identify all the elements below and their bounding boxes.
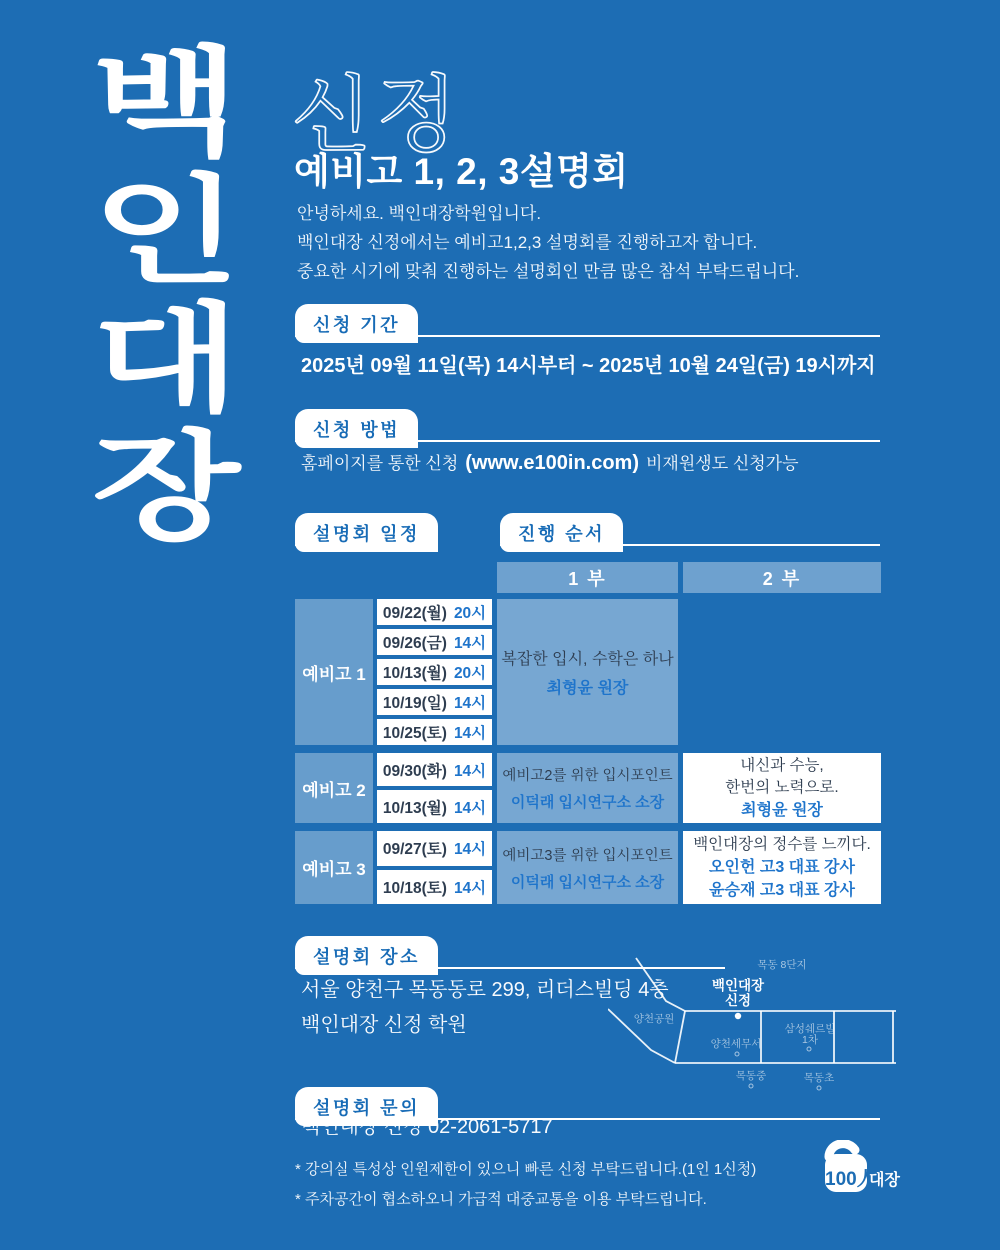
contact-phone: 백인대장 신정 02-2061-5717 <box>301 1116 553 1138</box>
date-cell <box>377 599 492 625</box>
group-label: 예비고 3 <box>295 831 373 904</box>
map-road <box>675 1011 685 1063</box>
group-label: 예비고 1 <box>295 599 373 745</box>
map-poi-circle <box>735 1052 739 1056</box>
venue-address-line-1: 서울 양천구 목동동로 299, 리더스빌딩 4층 <box>301 979 669 1001</box>
session-date: 09/30(화) <box>382 762 447 780</box>
brand-char-1: 백 <box>92 38 241 170</box>
brand-vertical-text <box>92 40 240 552</box>
section-tab-place: 설명회 장소 <box>295 936 438 975</box>
map-label-academy-2: 신정 <box>724 993 752 1008</box>
lecture-title: 복잡한 입시, 수학은 하나 <box>501 651 674 668</box>
session-date: 10/25(토) <box>382 725 447 742</box>
session-time: 14시 <box>453 841 487 859</box>
map-poi-circle <box>749 1084 753 1088</box>
map-label-apartment-1: 삼성쉐르빌 <box>784 1023 836 1035</box>
application-period-value: 2025년 09월 11일(목) 14시부터 ~ 2025년 10월 24일(금) 19시까지 <box>301 355 876 377</box>
map-academy-marker <box>735 1013 741 1019</box>
table-row-grade2 <box>295 753 881 823</box>
intro-line-2: 백인대장 신정에서는 예비고1,2,3 설명회를 진행하고자 합니다. <box>297 233 758 252</box>
session-time: 14시 <box>453 635 487 652</box>
method-suffix: 비재원생도 신청가능 <box>646 454 799 473</box>
map-label-park: 양천공원 <box>633 1013 675 1025</box>
lecture-speaker: 이덕래 입시연구소 소장 <box>510 794 665 811</box>
date-cell <box>377 831 492 866</box>
lecture-speaker: 오인헌 고3 대표 강사 <box>709 858 855 876</box>
lecture-title: 예비고2를 위한 입시포인트 <box>502 768 673 784</box>
map-poi-circle <box>807 1047 811 1051</box>
session-time: 14시 <box>453 879 487 897</box>
brand-char-3: 대 <box>92 294 241 426</box>
session-time: 14시 <box>453 762 487 780</box>
map-label-apartment-2: 1차 <box>802 1034 818 1046</box>
section-tab-order: 진행 순서 <box>500 513 623 552</box>
session-date: 10/19(일) <box>382 695 447 712</box>
session-date: 10/13(월) <box>382 799 447 817</box>
part1-header-cell: 1 부 <box>497 562 678 593</box>
schedule-table <box>295 562 881 904</box>
section-header-order <box>500 513 623 546</box>
part1-cell <box>497 753 678 823</box>
date-cell <box>377 790 492 823</box>
lecture-speaker: 이덕래 입시연구소 소장 <box>510 873 665 891</box>
session-date: 09/22(월) <box>382 605 447 622</box>
part2-cell-empty <box>683 599 881 745</box>
lecture-title: 예비고3를 위한 입시포인트 <box>502 847 673 864</box>
session-time: 20시 <box>453 605 487 622</box>
brand-char-2: 인 <box>92 166 241 298</box>
page-title: 예비고 1, 2, 3설명회 <box>294 151 629 192</box>
location-map <box>608 944 898 1104</box>
map-label-academy-1: 백인대장 <box>711 978 765 993</box>
session-time: 14시 <box>453 725 487 742</box>
lecture-title-line: 내신과 수능, <box>740 756 824 774</box>
session-date: 10/13(월) <box>382 665 447 682</box>
intro-line-3: 중요한 시기에 맞춰 진행하는 설명회인 만큼 많은 참석 부탁드립니다. <box>297 262 800 281</box>
date-cell <box>377 719 492 745</box>
map-road <box>636 958 685 1011</box>
date-cell <box>377 870 492 905</box>
logo-bubble-text: 100人 <box>825 1169 876 1190</box>
section-header-place <box>295 936 438 969</box>
part2-cell <box>683 831 881 904</box>
lecture-speaker: 최형윤 원장 <box>741 801 823 819</box>
part2-header-cell: 2 부 <box>683 562 881 593</box>
table-header-row <box>497 562 881 593</box>
brand-char-4: 장 <box>92 422 241 554</box>
section-tab-method: 신청 방법 <box>295 409 418 448</box>
brand-logo <box>820 1140 920 1202</box>
lecture-speaker: 윤승재 고3 대표 강사 <box>709 881 855 899</box>
footnote-2: * 주차공간이 협소하오니 가급적 대중교통을 이용 부탁드립니다. <box>295 1191 707 1208</box>
map-label-district: 목동 8단지 <box>757 959 807 971</box>
section-header-method <box>295 409 418 442</box>
session-date: 09/26(금) <box>382 635 447 652</box>
session-time: 14시 <box>453 695 487 712</box>
date-list <box>377 831 492 904</box>
logo-suffix-text: 대장 <box>869 1172 900 1189</box>
session-time: 14시 <box>453 799 487 817</box>
section-tab-schedule: 설명회 일정 <box>295 513 438 552</box>
footnotes <box>295 1155 756 1215</box>
map-poi-circle <box>817 1086 821 1090</box>
part2-cell <box>683 753 881 823</box>
website-url: (www.e100in.com) <box>465 452 639 474</box>
date-cell <box>377 753 492 786</box>
intro-paragraph <box>297 199 799 286</box>
date-list <box>377 753 492 823</box>
session-time: 20시 <box>453 665 487 682</box>
application-method-line <box>301 449 799 475</box>
table-row-grade1 <box>295 599 881 745</box>
method-prefix: 홈페이지를 통한 신청 <box>301 454 459 473</box>
intro-line-1: 안녕하세요. 백인대장학원입니다. <box>297 204 542 223</box>
map-label-elementary-school: 목동초 <box>803 1072 835 1084</box>
branch-name-outline: 신정 <box>291 68 462 162</box>
map-label-tax-office: 양천세무서 <box>710 1038 762 1050</box>
section-tab-period: 신청 기간 <box>295 304 418 343</box>
venue-address-line-2: 백인대장 신정 학원 <box>301 1014 467 1036</box>
date-cell <box>377 689 492 715</box>
date-cell <box>377 659 492 685</box>
session-date: 09/27(토) <box>382 841 447 859</box>
part1-cell <box>497 831 678 904</box>
lecture-title-line: 백인대장의 정수를 느끼다. <box>693 835 871 853</box>
group-label: 예비고 2 <box>295 753 373 823</box>
date-list <box>377 599 492 745</box>
lecture-speaker: 최형윤 원장 <box>546 680 629 697</box>
part1-cell <box>497 599 678 745</box>
footnote-1: * 강의실 특성상 인원제한이 있으니 빠른 신청 부탁드립니다.(1인 1신청) <box>295 1161 757 1178</box>
section-header-schedule <box>295 513 438 546</box>
date-cell <box>377 629 492 655</box>
lecture-title-line: 한번의 노력으로. <box>725 778 839 796</box>
section-tab-contact: 설명회 문의 <box>295 1087 438 1126</box>
map-label-middle-school: 목동중 <box>735 1070 767 1082</box>
section-header-period <box>295 304 418 337</box>
session-date: 10/18(토) <box>382 879 447 897</box>
table-row-grade3 <box>295 831 881 904</box>
